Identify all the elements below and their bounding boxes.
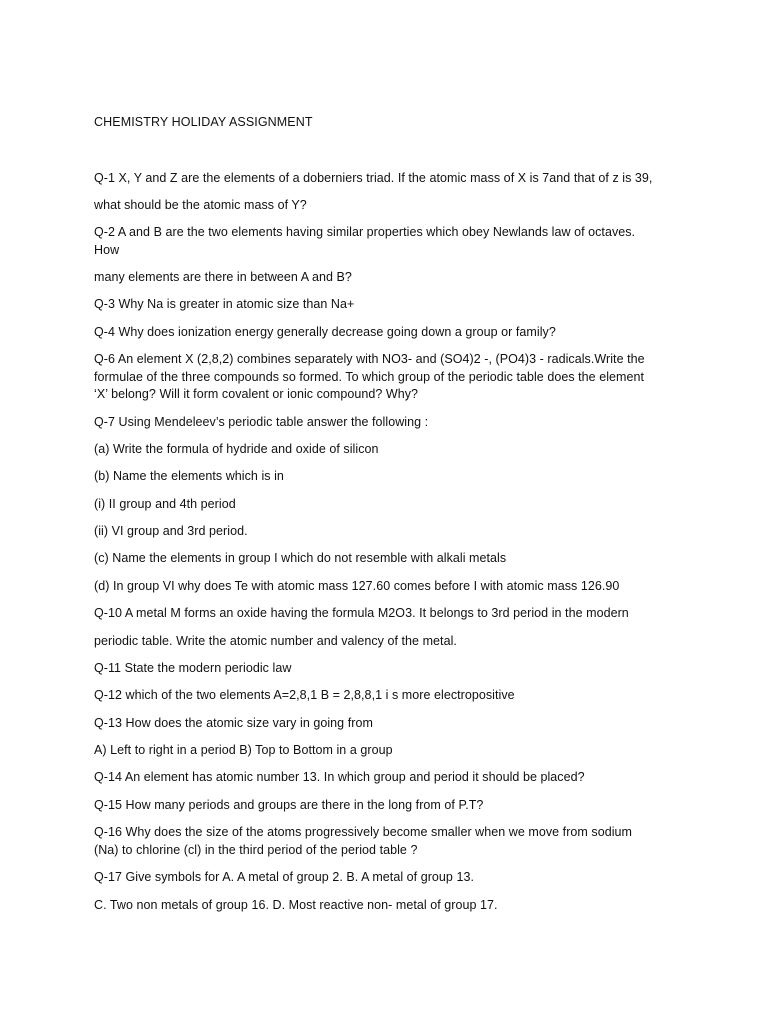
q12-line: Q-12 which of the two elements A=2,8,1 B = 2,8,8,1 i s more electropositive	[94, 688, 515, 702]
q7-b-i-line: (i) II group and 4th period	[94, 497, 236, 511]
q10-line-2: periodic table. Write the atomic number and valency of the metal.	[94, 634, 457, 648]
q10-line-1: Q-10 A metal M forms an oxide having the formula M2O3. It belongs to 3rd period in the modern	[94, 606, 629, 620]
q2-line-2: How	[94, 243, 120, 257]
q2-line-3: many elements are there in between A and B?	[94, 270, 352, 284]
q17-line-2: C. Two non metals of group 16. D. Most reactive non- metal of group 17.	[94, 898, 498, 912]
document-title: CHEMISTRY HOLIDAY ASSIGNMENT	[94, 115, 313, 129]
q7-b-ii-line: (ii) VI group and 3rd period.	[94, 524, 248, 538]
q6-line-2: formulae of the three compounds so formed. To which group of the periodic table does the element	[94, 370, 645, 384]
q7-d-line: (d) In group VI why does Te with atomic mass 127.60 comes before I with atomic mass 126.90	[94, 579, 620, 593]
q7-c-line: (c) Name the elements in group I which do not resemble with alkali metals	[94, 551, 507, 565]
q7-b-line: (b) Name the elements which is in	[94, 469, 284, 483]
q2-line-1: Q-2 A and B are the two elements having similar properties which obey Newlands law of octaves.	[94, 225, 636, 239]
q1-line-1: Q-1 X, Y and Z are the elements of a doberniers triad. If the atomic mass of X is 7and that of z is 39,	[94, 171, 653, 185]
q11-line: Q-11 State the modern periodic law	[94, 661, 292, 675]
q3-line: Q-3 Why Na is greater in atomic size than Na+	[94, 297, 355, 311]
q13-line-1: Q-13 How does the atomic size vary in going from	[94, 716, 373, 730]
q1-line-2: what should be the atomic mass of Y?	[94, 198, 307, 212]
q7-line: Q-7 Using Mendeleev’s periodic table answer the following :	[94, 415, 429, 429]
q6-line-3: ‘X’ belong? Will it form covalent or ionic compound? Why?	[94, 387, 419, 401]
q14-line: Q-14 An element has atomic number 13. In which group and period it should be placed?	[94, 770, 585, 784]
q17-line-1: Q-17 Give symbols for A. A metal of group 2. B. A metal of group 13.	[94, 870, 474, 884]
q15-line: Q-15 How many periods and groups are there in the long from of P.T?	[94, 798, 484, 812]
q4-line: Q-4 Why does ionization energy generally decrease going down a group or family?	[94, 325, 556, 339]
q16-line-1: Q-16 Why does the size of the atoms progressively become smaller when we move from sodium	[94, 825, 632, 839]
q13-line-2: A) Left to right in a period B) Top to Bottom in a group	[94, 743, 393, 757]
q6-line-1: Q-6 An element X (2,8,2) combines separately with NO3- and (SO4)2 -, (PO4)3 - radicals.Write the	[94, 352, 645, 366]
q7-a-line: (a) Write the formula of hydride and oxide of silicon	[94, 442, 379, 456]
q16-line-2: (Na) to chlorine (cl) in the third period of the period table ?	[94, 843, 418, 857]
